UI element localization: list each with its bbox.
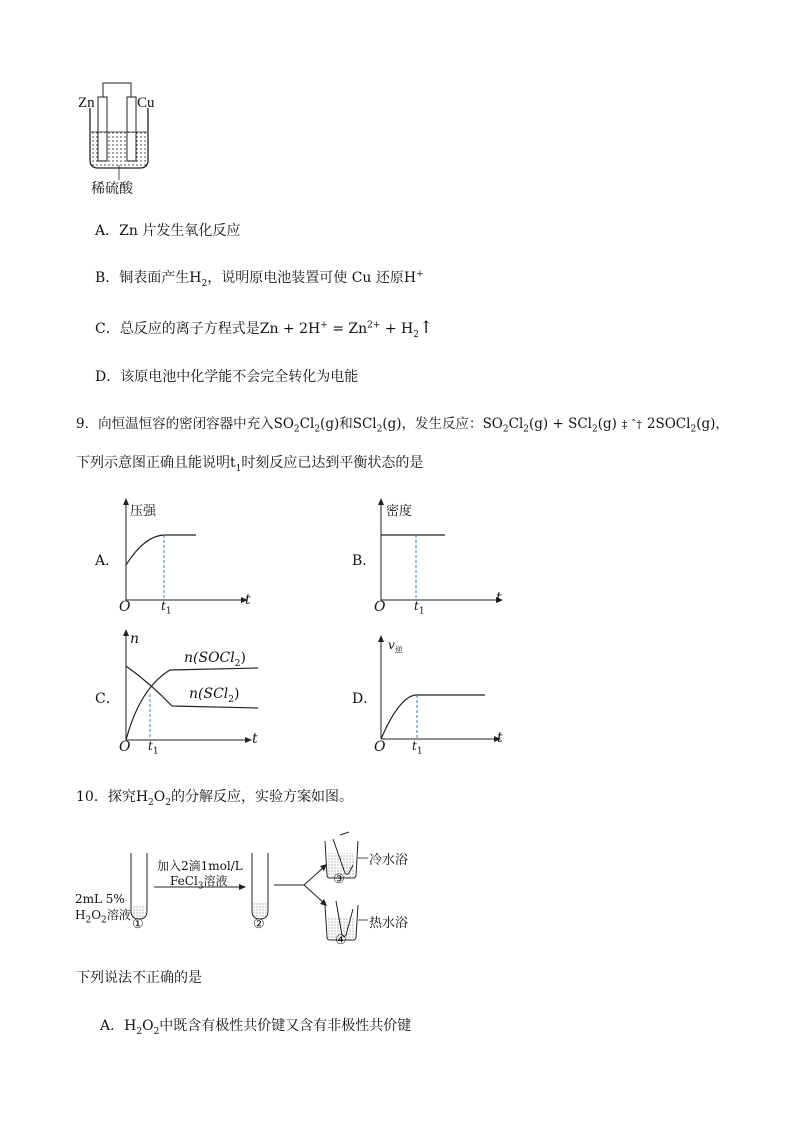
equation-sub: 2 <box>690 424 697 435</box>
formula-sub: 2 <box>101 915 107 926</box>
t1-sub: 1 <box>416 746 423 757</box>
add-reagent-line1: 加入2滴1mol/L <box>157 859 243 873</box>
formula: (g) <box>320 416 340 432</box>
equation: Cl <box>508 416 524 432</box>
equation-sub: 2 <box>523 424 530 435</box>
graph-b-ylabel: 密度 <box>386 504 413 519</box>
stem-text: 和 <box>339 416 353 432</box>
graph-d-ylabel <box>388 638 403 655</box>
stem-text: 向恒温恒容的密闭容器中充入 <box>98 416 274 432</box>
q8-option-c[interactable] <box>95 318 433 338</box>
question-number: 10． <box>76 789 108 805</box>
graph-a-t1 <box>161 599 172 617</box>
stem-text: 的分解反应，实验方案如图。 <box>171 789 353 805</box>
t1-symbol: t <box>148 739 153 753</box>
option-text: Zn 片发生氧化反应 <box>119 223 241 239</box>
formula: SO <box>273 416 294 432</box>
time-symbol: t <box>230 455 236 471</box>
equation: (g)， <box>696 416 729 432</box>
option-letter: A． <box>100 1018 125 1034</box>
formula: H <box>75 908 86 922</box>
formula-sub: 2 <box>314 424 321 435</box>
stem-text: ，发生反应： <box>401 416 483 432</box>
cu-label: Cu <box>137 95 155 111</box>
graph-c-xlabel: t <box>252 731 258 747</box>
formula-sub: 2 <box>293 424 300 435</box>
option-letter: C． <box>95 321 120 337</box>
t1-symbol: t <box>412 739 417 753</box>
equation-sup: + <box>320 320 328 331</box>
equation-sub: 2 <box>591 424 598 435</box>
curve-label: ) <box>234 686 240 702</box>
formula: 溶液 <box>203 874 228 888</box>
curve-label: ) <box>240 650 246 666</box>
soc-curve <box>126 668 258 740</box>
experiment-diagram <box>70 825 410 955</box>
graph-a-letter[interactable]: A． <box>95 553 120 569</box>
gas-arrow: ↑ <box>419 318 434 338</box>
graph-c-t1 <box>148 739 159 757</box>
graph-d-xlabel: t <box>497 730 503 746</box>
option-text: 铜表面产生 <box>119 270 190 286</box>
curve-sub: 2 <box>234 658 241 669</box>
q8-option-a[interactable] <box>95 220 240 240</box>
equation-sub: 2 <box>413 329 419 340</box>
formula-sup: + <box>416 269 424 280</box>
option-text: 中既含有极性共价键又含有非极性共价键 <box>159 1018 412 1034</box>
stem-text: 时刻反应已达到平衡状态的是 <box>241 455 424 471</box>
formula-sub: 2 <box>153 1026 160 1037</box>
acid-label: 稀硫酸 <box>91 181 133 197</box>
q10-question: 下列说法不正确的是 <box>76 970 202 986</box>
formula-sub: 2 <box>201 278 208 289</box>
equation-sup: 2+ <box>367 320 381 331</box>
formula: 溶液 <box>106 908 131 922</box>
graph-b-xlabel: t <box>496 590 502 606</box>
question-number: 9． <box>76 416 99 432</box>
equation: SO <box>482 416 503 432</box>
graph-d-letter[interactable]: D． <box>352 691 378 707</box>
equation: 2SOCl <box>646 416 691 432</box>
t1-symbol: t <box>161 599 166 613</box>
formula: Cl <box>299 416 315 432</box>
q8-option-d[interactable] <box>95 366 358 386</box>
cold-bath-label: 冷水浴 <box>369 853 409 868</box>
t1-sub: 1 <box>152 746 159 757</box>
formula: O <box>91 908 102 922</box>
formula: FeCl <box>170 874 198 888</box>
zn-label: Zn <box>78 95 95 111</box>
formula-h: H <box>189 270 202 286</box>
equation-part: Zn + 2H <box>259 321 321 337</box>
tube-number-2: ② <box>253 917 265 932</box>
curve-label: n(SCl <box>189 686 229 702</box>
t1-sub: 1 <box>418 606 425 617</box>
formula: SCl <box>352 416 377 432</box>
add-reagent-line2 <box>170 872 228 892</box>
formula-sub: 2 <box>165 797 171 808</box>
option-letter: A． <box>95 223 120 239</box>
formula: O <box>142 1018 154 1034</box>
formula-sub: 2 <box>136 1026 143 1037</box>
arrow-to-cold <box>304 867 324 885</box>
formula-sub: 3 <box>197 881 204 892</box>
graph-a-origin: O <box>119 599 131 615</box>
formula-sub: 2 <box>85 915 92 926</box>
graph-c-ylabel: n <box>130 631 140 647</box>
formula: H <box>124 1018 137 1034</box>
q9-stem-line1 <box>76 412 729 435</box>
graph-c-origin: O <box>119 739 131 755</box>
curve-label-scl2 <box>189 686 240 705</box>
equation-part: + H <box>380 321 414 337</box>
option-text: ，说明原电池装置可使 Cu 还原 <box>207 270 404 286</box>
curve-sub: 2 <box>228 694 234 705</box>
option-letter: D． <box>95 369 121 385</box>
curve-label: n(SOCl <box>184 650 235 666</box>
formula: H <box>135 789 149 805</box>
graph-d-origin: O <box>374 739 386 755</box>
graph-b-t1 <box>414 599 425 617</box>
formula-sub: 2 <box>148 797 154 808</box>
q10-stem <box>76 786 353 806</box>
t1-sub: 1 <box>165 606 172 617</box>
option-text: 该原电池中化学能不会完全转化为电能 <box>120 369 359 385</box>
initial-amount-label: 2mL 5% <box>75 892 125 906</box>
stem-text: 下列示意图正确且能说明 <box>76 455 230 471</box>
graph-b-origin: O <box>374 599 386 615</box>
q8-option-b[interactable] <box>95 267 424 287</box>
equilibrium-arrow: ‡ ˆ† <box>621 418 642 431</box>
time-sub: 1 <box>235 463 242 474</box>
v-symbol: v <box>388 638 395 652</box>
h2o2-solution-label <box>75 906 131 926</box>
formula-hplus: H <box>403 270 417 286</box>
arrow-to-hot <box>304 885 324 903</box>
beaker-number-4: ④ <box>335 933 347 948</box>
curve-label-socl2 <box>184 650 246 669</box>
v-sub: 逆 <box>394 645 403 655</box>
graph-a-xlabel: t <box>245 592 251 608</box>
equation-sub: 2 <box>502 424 509 435</box>
t1-symbol: t <box>414 599 419 613</box>
graph-b-letter[interactable]: B． <box>352 553 377 569</box>
q9-stem-line2 <box>76 452 423 472</box>
q10-option-a[interactable] <box>100 1015 411 1035</box>
option-text: 总反应的离子方程式是 <box>119 321 260 337</box>
hot-bath-label: 热水浴 <box>369 916 409 931</box>
formula-sub: 2 <box>376 424 383 435</box>
formula: O <box>153 789 166 805</box>
graph-d-t1 <box>412 739 423 757</box>
graph-a-ylabel: 压强 <box>130 504 157 519</box>
pressure-curve <box>126 535 196 565</box>
equation: (g) + SCl <box>529 416 592 432</box>
equation-part: = Zn <box>327 321 368 337</box>
option-letter: B． <box>95 270 120 286</box>
beaker-number-3: ③ <box>333 872 345 887</box>
formula: (g) <box>382 416 402 432</box>
equation: (g) <box>597 416 617 432</box>
stem-text: 探究 <box>107 789 136 805</box>
tube-number-1: ① <box>132 917 144 932</box>
graph-c-letter[interactable]: C． <box>95 691 120 707</box>
v-reverse-curve <box>381 695 485 739</box>
